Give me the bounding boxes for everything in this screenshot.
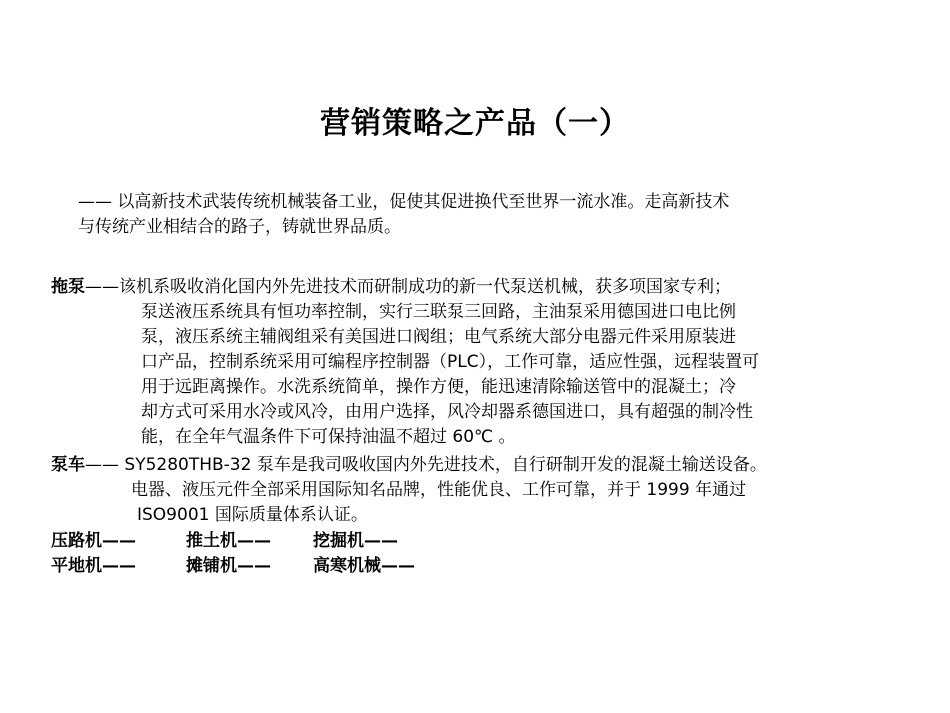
bengche-text: —— SY5280THB-32 泵车是我司吸收国内外先进技术，自行研制开发的混凝土输送设备。 [85, 455, 767, 475]
tuobeng-text: 却方式可采用水冷或风冷，由用户选择，风冷却器系德国进口，具有超强的制冷性 [141, 402, 753, 422]
machine-item: 压路机—— [51, 531, 136, 551]
machine-item: 高寒机械—— [313, 556, 415, 576]
machine-item: 平地机—— [51, 556, 136, 576]
machine-list [51, 529, 415, 579]
machine-row [51, 554, 415, 579]
page-title: 营销策略之产品（一） [320, 106, 630, 141]
bengche-text: 电器、液压元件全部采用国际知名品牌，性能优良、工作可靠，并于 1999 年通过 [131, 480, 747, 500]
bengche-first-line [51, 453, 921, 478]
tuobeng-text: ——该机系吸收消化国内外先进技术而研制成功的新一代泵送机械，获多项国家专利； [85, 277, 731, 297]
intro-line: —— 以高新技术武装传统机械装备工业，促使其促进换代至世界一流水准。走高新技术 [78, 192, 730, 212]
machine-item: 挖掘机—— [313, 531, 398, 551]
machine-item: 推土机—— [186, 531, 271, 551]
bengche-text: ISO9001 国际质量体系认证。 [137, 505, 368, 525]
intro-line: 与传统产业相结合的路子，铸就世界品质。 [78, 217, 401, 237]
machine-item: 摊铺机—— [186, 556, 271, 576]
machine-row [51, 529, 415, 554]
tuobeng-first-line [51, 275, 921, 300]
tuobeng-text: 泵，液压系统主辅阀组采有美国进口阀组；电气系统大部分电器元件采用原装进 [141, 327, 736, 347]
tuobeng-text: 用于远距离操作。水洗系统简单，操作方便，能迅速清除输送管中的混凝土；冷 [141, 377, 736, 397]
tuobeng-text: 泵送液压系统具有恒功率控制，实行三联泵三回路，主油泵采用德国进口电比例 [141, 302, 736, 322]
tuobeng-text: 口产品，控制系统采用可编程序控制器（PLC），工作可靠，适应性强，远程装置可 [141, 352, 760, 372]
tuobeng-text: 能，在全年气温条件下可保持油温不超过 60℃ 。 [141, 427, 516, 447]
bengche-heading: 泵车 [51, 455, 85, 475]
bengche-section [51, 453, 921, 528]
intro-paragraph [78, 190, 898, 240]
tuobeng-heading: 拖泵 [51, 277, 85, 297]
tuobeng-section [51, 275, 921, 450]
